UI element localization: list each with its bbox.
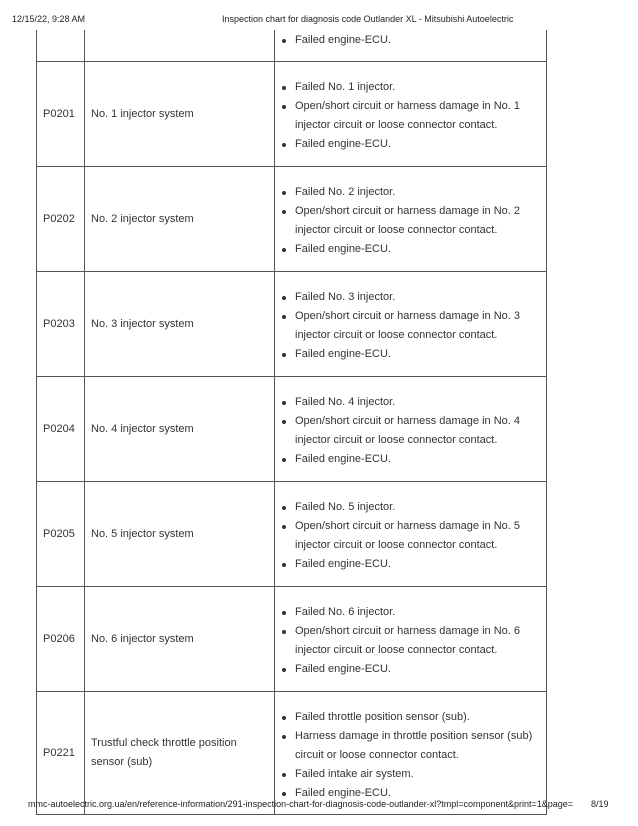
cause-item: Failed intake air system. <box>281 765 540 784</box>
cause-item: Failed engine-ECU. <box>281 345 540 364</box>
diagnosis-item: No. 2 injector system <box>85 167 275 272</box>
cause-cell <box>275 30 547 62</box>
cause-list <box>281 288 540 364</box>
table-row-continuation <box>37 30 547 62</box>
probable-causes <box>275 272 547 377</box>
name-cell <box>85 30 275 62</box>
table-row <box>37 377 547 482</box>
cause-item: Failed engine-ECU. <box>281 784 540 803</box>
diagnosis-item: Trustful check throttle position sensor (sub) <box>85 692 275 815</box>
cause-item: Failed engine-ECU. <box>281 135 540 154</box>
diagnosis-item: No. 6 injector system <box>85 587 275 692</box>
probable-causes <box>275 62 547 167</box>
diagnosis-item: No. 5 injector system <box>85 482 275 587</box>
cause-list <box>281 708 540 803</box>
print-datetime: 12/15/22, 9:28 AM <box>12 14 86 24</box>
cause-item: Open/short circuit or harness damage in No. 3 injector circuit or loose connector contact. <box>281 307 540 345</box>
table-row <box>37 482 547 587</box>
table-row <box>37 692 547 815</box>
cause-list <box>281 603 540 679</box>
cause-item: Harness damage in throttle position sensor (sub) circuit or loose connector contact. <box>281 727 540 765</box>
cause-list <box>281 498 540 574</box>
cause-item: Open/short circuit or harness damage in No. 4 injector circuit or loose connector contact. <box>281 412 540 450</box>
diagnosis-code: P0202 <box>37 167 85 272</box>
diagnosis-code: P0204 <box>37 377 85 482</box>
cause-item: Failed engine-ECU. <box>281 450 540 469</box>
cause-item: Open/short circuit or harness damage in No. 6 injector circuit or loose connector contact. <box>281 622 540 660</box>
table-row <box>37 62 547 167</box>
cause-item: Failed No. 5 injector. <box>281 498 540 517</box>
cause-list <box>281 183 540 259</box>
table-row <box>37 587 547 692</box>
cause-item: Failed engine-ECU. <box>281 31 540 50</box>
diagnosis-code: P0206 <box>37 587 85 692</box>
cause-item: Failed engine-ECU. <box>281 555 540 574</box>
probable-causes <box>275 587 547 692</box>
cause-list <box>281 31 540 50</box>
diagnosis-code: P0201 <box>37 62 85 167</box>
page-url: mmc-autoelectric.org.ua/en/reference-information/291-inspection-chart-for-diagnosis-code-outlander-xl?tmpl=component&print=1&page= <box>28 799 574 809</box>
diagnosis-item: No. 3 injector system <box>85 272 275 377</box>
table-row <box>37 272 547 377</box>
cause-item: Failed throttle position sensor (sub). <box>281 708 540 727</box>
probable-causes <box>275 692 547 815</box>
diagnosis-item: No. 4 injector system <box>85 377 275 482</box>
probable-causes <box>275 482 547 587</box>
code-cell <box>37 30 85 62</box>
cause-item: Failed No. 1 injector. <box>281 78 540 97</box>
cause-list <box>281 78 540 154</box>
page-number: 8/19 <box>591 799 609 809</box>
inspection-chart-table <box>36 30 547 815</box>
cause-item: Failed engine-ECU. <box>281 660 540 679</box>
diagnosis-item: No. 1 injector system <box>85 62 275 167</box>
cause-item: Failed No. 2 injector. <box>281 183 540 202</box>
diagnosis-code: P0205 <box>37 482 85 587</box>
cause-item: Failed No. 6 injector. <box>281 603 540 622</box>
cause-item: Failed engine-ECU. <box>281 240 540 259</box>
cause-item: Failed No. 4 injector. <box>281 393 540 412</box>
table-row <box>37 167 547 272</box>
cause-list <box>281 393 540 469</box>
diagnosis-code: P0221 <box>37 692 85 815</box>
probable-causes <box>275 167 547 272</box>
cause-item: Open/short circuit or harness damage in No. 2 injector circuit or loose connector contact. <box>281 202 540 240</box>
cause-item: Open/short circuit or harness damage in No. 5 injector circuit or loose connector contact. <box>281 517 540 555</box>
document-title: Inspection chart for diagnosis code Outlander XL - Mitsubishi Autoelectric <box>222 14 514 24</box>
cause-item: Failed No. 3 injector. <box>281 288 540 307</box>
diagnosis-code: P0203 <box>37 272 85 377</box>
cause-item: Open/short circuit or harness damage in No. 1 injector circuit or loose connector contact. <box>281 97 540 135</box>
probable-causes <box>275 377 547 482</box>
